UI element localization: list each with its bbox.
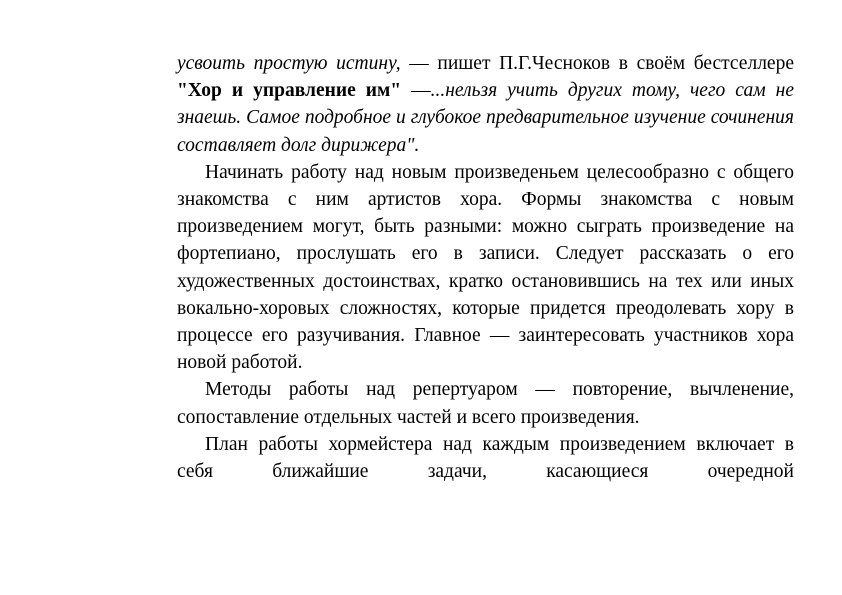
dash: —	[401, 80, 431, 102]
paragraph-introduction: Начинать работу над новым произведеньем целесообразно с общего знакомства с ним артистов хора. Формы знакомства с новым произведением могут, быть разными: можно сыграть произведение на фортепиано, прослушать его в записи. Следует рассказать о его художественных достоинствах, кратко остановившись на тех или иных вокально-хоровых сложностях, которые придется преодолевать хору в процессе его разучивания. Главное — заинтересовать участников хора новой работой.	[177, 161, 794, 374]
text-block	[177, 50, 794, 485]
author-attribution: — пишет П.Г.Чесноков в своём бестселлере	[400, 53, 794, 74]
book-title: "Хор и управление им"	[177, 80, 402, 102]
paragraph-methods: Методы работы над репертуаром — повторение, вычленение, сопоставление отдельных частей и всего произведения.	[177, 379, 794, 428]
italic-quote: ...нельзя учить других тому, чего сам не знаешь. Самое подробное и глубокое предварительное изучение сочинения составляет долг дирижера".	[177, 80, 794, 156]
paragraph-plan: План работы хормейстера над каждым произведением включает в себя ближайшие задачи, касающиеся очередной	[177, 433, 794, 483]
italic-lead: усвоить простую истину,	[177, 53, 401, 74]
paragraph-quote	[177, 50, 794, 159]
